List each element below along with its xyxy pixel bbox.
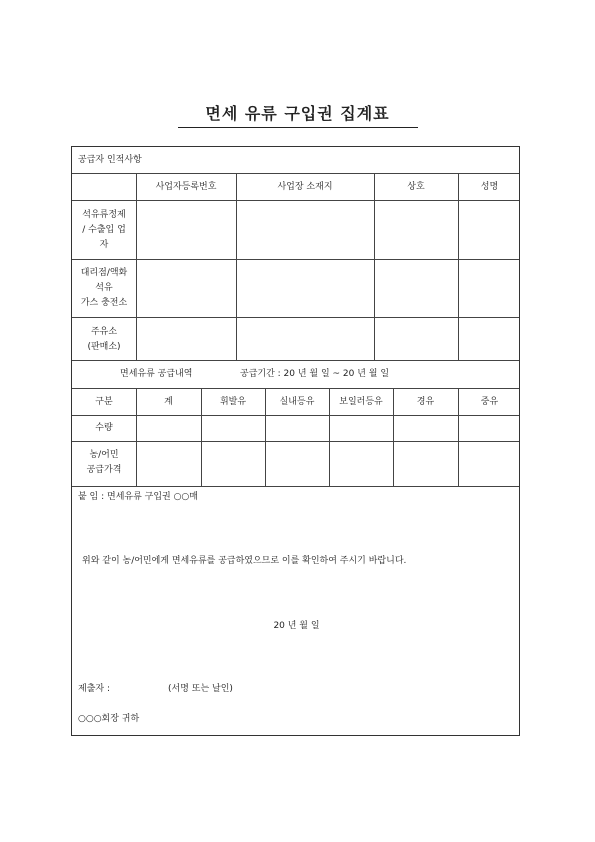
col-divider <box>136 173 137 360</box>
row-label-agency: 대리점/액화 <box>80 268 128 278</box>
addressee: ○○○회장 귀하 <box>78 714 140 724</box>
row-label-quantity: 수량 <box>95 423 113 433</box>
request-text: 위와 같이 농/어민에게 면세유류를 공급하였으므로 이를 확인하여 주시기 바랍니다. <box>82 556 407 566</box>
sign-note: (서명 또는 날인) <box>168 684 233 694</box>
divider <box>72 388 519 389</box>
header-company-name: 상호 <box>407 182 425 192</box>
row-label-agency: 석유 <box>95 283 113 293</box>
supplier-section-label: 공급자 인적사항 <box>78 155 142 165</box>
submitter-label: 제출자 : <box>78 684 110 694</box>
divider <box>72 415 519 416</box>
header-representative-name: 성명 <box>480 182 499 192</box>
divider <box>72 200 519 201</box>
row-label-refiner: 석유류정제 <box>82 210 126 220</box>
row-label-refiner: / 수출입 업 <box>82 225 126 235</box>
col-divider <box>236 173 237 360</box>
row-label-agency: 가스 충전소 <box>80 298 128 308</box>
row-label-gas-station: (판매소) <box>87 342 121 352</box>
header-diesel: 경유 <box>416 397 435 407</box>
title-underline <box>178 127 418 128</box>
row-label-price: 공급가격 <box>86 465 122 475</box>
divider <box>72 486 519 487</box>
aggregate-form <box>71 146 520 736</box>
header-category: 구분 <box>95 397 113 407</box>
header-indoor-kerosene: 실내등유 <box>279 397 315 407</box>
row-label-refiner: 자 <box>99 240 109 250</box>
supply-detail-label: 면세유류 공급내역 <box>120 369 193 379</box>
header-gasoline: 휘발유 <box>219 397 247 407</box>
attachment-note: 붙 임 : 면세유류 구입권 ○○매 <box>78 492 198 502</box>
header-business-number: 사업자등록번호 <box>155 182 217 192</box>
row-label-price: 농/어민 <box>89 450 119 460</box>
date-line: 20 년 월 일 <box>273 621 320 631</box>
header-business-address: 사업장 소재지 <box>277 182 333 192</box>
supply-period-label: 공급기간 : 20 년 월 일 ~ 20 년 월 일 <box>240 369 390 379</box>
divider <box>72 441 519 442</box>
header-boiler-kerosene: 보일러등유 <box>339 397 383 407</box>
document-title: 면세 유류 구입권 집계표 <box>205 104 390 123</box>
col-divider <box>374 173 375 360</box>
divider <box>72 259 519 260</box>
divider <box>72 173 519 174</box>
row-label-gas-station: 주유소 <box>90 327 118 337</box>
col-divider <box>458 173 459 360</box>
divider <box>72 317 519 318</box>
header-total: 계 <box>164 397 173 407</box>
header-heavy-oil: 중유 <box>480 397 499 407</box>
divider <box>72 360 519 361</box>
